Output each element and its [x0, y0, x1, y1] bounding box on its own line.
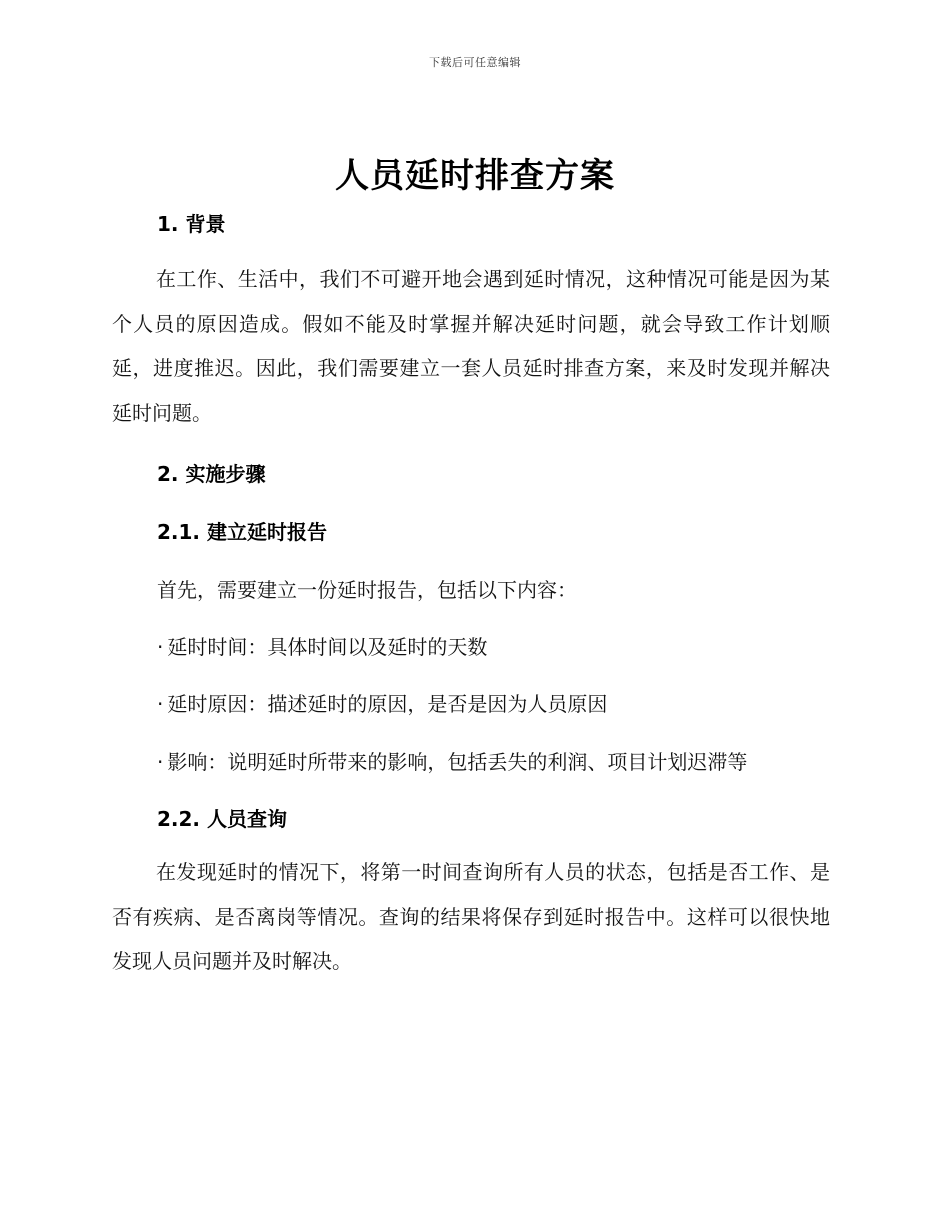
- section-1-paragraph: 在工作、生活中，我们不可避开地会遇到延时情况，这种情况可能是因为某个人员的原因造成。假如不能及时掌握并解决延时问题，就会导致工作计划顺延，进度推迟。因此，我们需要建立一套人员延时排查方案，来及时发现并解决延时问题。: [112, 267, 830, 426]
- section-2-1-intro: 首先，需要建立一份延时报告，包括以下内容：: [157, 578, 577, 602]
- bullet-item: [157, 631, 487, 660]
- section-1-heading: 1. 背景: [157, 212, 226, 236]
- section-2-2-paragraph: 在发现延时的情况下，将第一时间查询所有人员的状态，包括是否工作、是否有疾病、是否离岗等情况。查询的结果将保存到延时报告中。这样可以很快地发现人员问题并及时解决。: [112, 860, 830, 974]
- header-note: 下载后可任意编辑: [429, 56, 521, 69]
- section-2-1-heading: 2.1. 建立延时报告: [157, 520, 327, 544]
- bullet-text: 延时原因：描述延时的原因，是否是因为人员原因: [167, 692, 608, 716]
- bullet-text: 影响：说明延时所带来的影响，包括丢失的利润、项目计划迟滞等: [167, 750, 748, 774]
- document-title: 人员延时排查方案: [335, 156, 615, 196]
- bullet-marker: ·: [157, 750, 164, 774]
- bullet-item: [157, 688, 607, 717]
- bullet-marker: ·: [157, 635, 164, 659]
- section-2-heading: 2. 实施步骤: [157, 462, 266, 486]
- bullet-text: 延时时间：具体时间以及延时的天数: [167, 635, 488, 659]
- bullet-marker: ·: [157, 692, 164, 716]
- bullet-item: [157, 746, 747, 775]
- section-2-2-heading: 2.2. 人员查询: [157, 807, 287, 831]
